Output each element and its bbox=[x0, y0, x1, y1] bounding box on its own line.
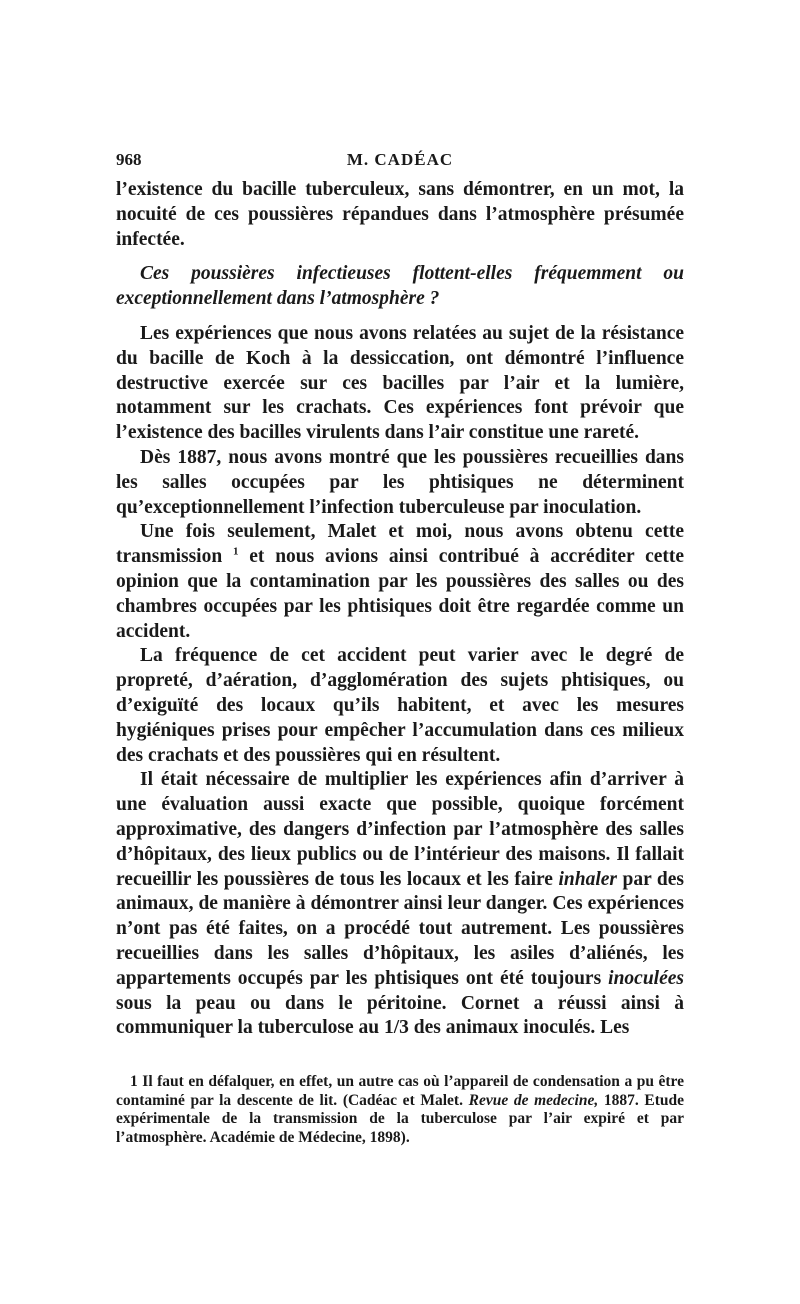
paragraph-text: sous la peau ou dans le péritoine. Cornet a réussi ainsi à communiquer la tuberculose au 1/3 des animaux inoculés. Les bbox=[116, 992, 684, 1039]
paragraph-text: par des animaux, de manière à démontrer ainsi leur danger. Ces expériences n’ont pas été faites, on a procédé tout autrement. Les poussières recueillies dans les salles d’hôpitaux, les asiles d’aliénés, les appartements occupés par les phtisiques ont été toujours bbox=[116, 868, 685, 989]
paragraph: Dès 1887, nous avons montré que les poussières recueillies dans les salles occupées par les phtisiques ne déterminent qu’exceptionnellement l’infection tuberculeuse par inoculation. bbox=[116, 446, 684, 518]
page-header bbox=[116, 150, 684, 174]
body-text bbox=[116, 178, 684, 1041]
paragraph: Les expériences que nous avons relatées au sujet de la résistance du bacille de Koch à la dessiccation, ont démontré l’influence destructive exercée sur ces bacilles par l’air et la lumière, notamment sur les crachats. Ces expériences font prévoir que l’existence des bacilles virulents dans l’air constitue une rareté. bbox=[116, 322, 684, 444]
paragraph: La fréquence de cet accident peut varier avec le degré de propreté, d’aération, d’agglomération des sujets phtisiques, ou d’exiguïté des locaux qu’ils habitent, et avec les mesures hygiéniques prises pour empêcher l’accumulation dans ces milieux des crachats et des poussières qui en résultent. bbox=[116, 645, 684, 766]
paragraph-text: Il était nécessaire de multiplier les expériences afin d’arriver à une évaluation aussi exacte que possible, quoique forcément approximative, des dangers d’infection par l’atmosphère des salles d’hôpitaux, des lieux publics ou de l’intérieur des maisons. Il fallait recueillir les poussières de tous les locaux et les faire bbox=[116, 769, 684, 890]
footnote-reference: 1 bbox=[232, 545, 239, 558]
footnotes bbox=[116, 1073, 684, 1147]
page-number: 968 bbox=[116, 150, 142, 169]
footnote-text: Il faut en défalquer, en effet, un autre cas où l’appareil de condensation a pu être contaminé par la descente de lit. (Cadéac et Malet. bbox=[116, 1073, 684, 1109]
journal-title: Revue de medecine, bbox=[468, 1091, 599, 1109]
paragraph bbox=[116, 520, 684, 644]
emphasis: inoculées bbox=[608, 967, 685, 989]
footnote-marker: 1 bbox=[130, 1073, 138, 1090]
running-title: M. CADÉAC bbox=[346, 150, 454, 169]
section-question: Ces poussières infectieuses flottent-elles fréquemment ou exceptionnellement dans l’atmosphère ? bbox=[116, 263, 684, 310]
footnote-text: 1887. Etude expérimentale de la transmission de la tuberculose par l’air expiré et par l’atmosphère. Académie de Médecine, 1898). bbox=[116, 1091, 685, 1146]
paragraph-text: et nous avions ainsi contribué à accréditer cette opinion que la contamination par les poussières des salles ou des chambres occupées par les phtisiques doit être regardée comme un accident. bbox=[116, 546, 685, 642]
footnote bbox=[116, 1073, 684, 1147]
emphasis: inhaler bbox=[558, 868, 618, 890]
paragraph-text: Une fois seulement, Malet et moi, nous avons obtenu cette transmission bbox=[116, 521, 684, 568]
paragraph: l’existence du bacille tuberculeux, sans démontrer, en un mot, la nocuité de ces poussières répandues dans l’atmosphère présumée infectée. bbox=[116, 179, 684, 250]
paragraph bbox=[116, 768, 684, 1041]
